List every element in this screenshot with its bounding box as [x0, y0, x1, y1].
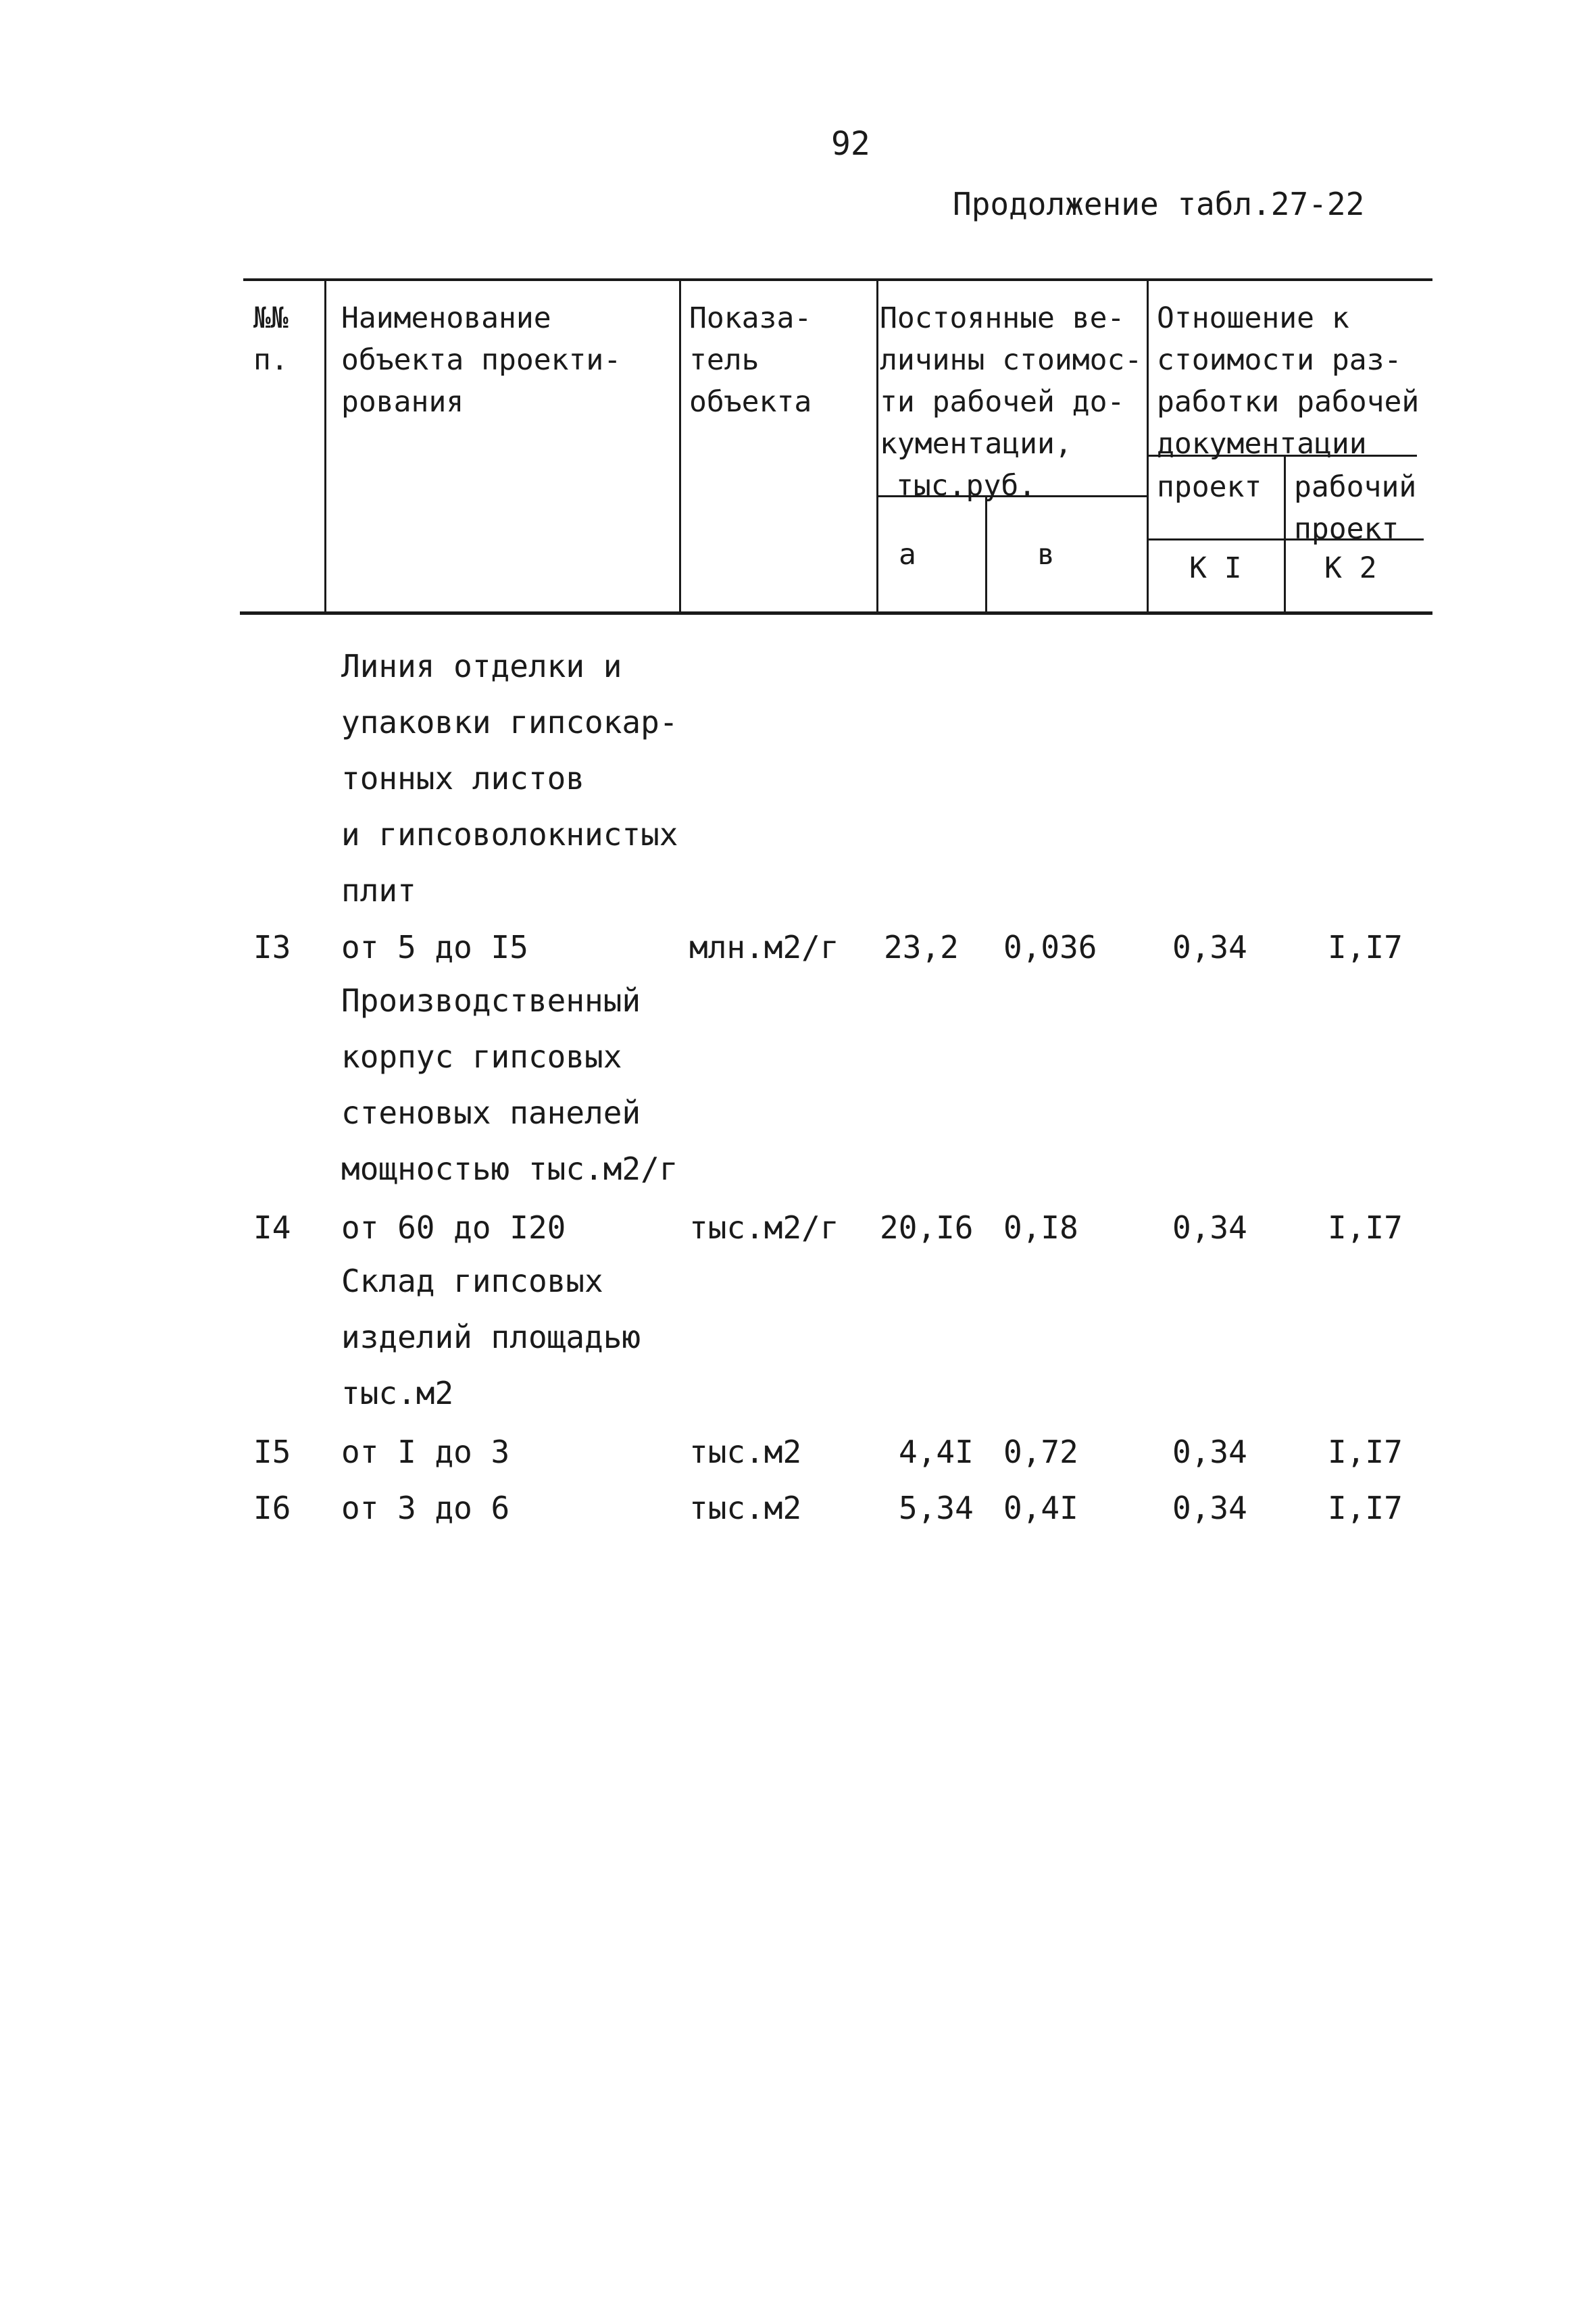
header-vline-6 — [1284, 456, 1286, 613]
row-value-b: 0,036 — [1003, 929, 1097, 965]
row-name: от 5 до I5 — [341, 929, 528, 965]
row-k1: 0,34 — [1172, 1434, 1247, 1470]
table-continuation-title: Продолжение табл.27-22 — [953, 186, 1365, 222]
row-indicator: тыс.м2/г — [689, 1209, 839, 1246]
header-project: проект — [1157, 470, 1262, 504]
row-k1: 0,34 — [1172, 1209, 1247, 1246]
row-value-b: 0,I8 — [1003, 1209, 1078, 1246]
section-title-2: Производственный корпус гипсовых стеновых панелей мощностью тыс.м2/г — [341, 982, 678, 1187]
section-title-3: Склад гипсовых изделий площадью тыс.м2 — [341, 1263, 641, 1411]
row-value-a: 20,I6 — [880, 1209, 974, 1246]
header-k1: К I — [1189, 551, 1242, 585]
header-vline-1 — [324, 280, 326, 613]
row-k2: I,I7 — [1328, 929, 1403, 965]
row-name: от I до 3 — [341, 1434, 510, 1470]
row-indicator: тыс.м2 — [689, 1490, 802, 1526]
header-bottom-rule — [240, 611, 1432, 615]
header-indicator: Показа- тель объекта — [689, 301, 812, 419]
row-value-a: 4,4I — [899, 1434, 974, 1470]
row-num: I6 — [253, 1490, 291, 1526]
header-num: №№ п. — [253, 301, 289, 377]
header-col-b: в — [1037, 538, 1055, 572]
row-k2: I,I7 — [1328, 1209, 1403, 1246]
row-k1: 0,34 — [1172, 929, 1247, 965]
header-k2: К 2 — [1324, 551, 1377, 585]
row-k1: 0,34 — [1172, 1490, 1247, 1526]
header-col-a: а — [899, 538, 916, 572]
header-vline-2 — [679, 280, 681, 613]
section-title-1: Линия отделки и упаковки гипсокар- тонных листов и гипсоволокнистых плит — [341, 648, 678, 909]
header-vline-4 — [985, 497, 987, 613]
row-num: I4 — [253, 1209, 291, 1246]
header-ratio: Отношение к стоимости раз- работки рабочей документации — [1157, 301, 1420, 461]
row-value-a: 23,2 — [884, 929, 959, 965]
row-indicator: тыс.м2 — [689, 1434, 802, 1470]
row-k2: I,I7 — [1328, 1490, 1403, 1526]
header-top-rule — [243, 278, 1432, 281]
header-vline-5 — [1147, 280, 1149, 613]
header-vline-3 — [876, 280, 878, 613]
row-value-b: 0,4I — [1003, 1490, 1078, 1526]
header-constants: Постоянные ве- личины стоимос- ти рабочей до- кументации, тыс.руб. — [880, 301, 1143, 503]
row-indicator: млн.м2/г — [689, 929, 839, 965]
header-working-project: рабочий проект — [1294, 470, 1417, 546]
header-name: Наименование объекта проекти- рования — [341, 301, 622, 419]
row-name: от 3 до 6 — [341, 1490, 510, 1526]
row-value-a: 5,34 — [899, 1490, 974, 1526]
page-number: 92 — [831, 125, 870, 163]
row-num: I3 — [253, 929, 291, 965]
row-value-b: 0,72 — [1003, 1434, 1078, 1470]
row-k2: I,I7 — [1328, 1434, 1403, 1470]
row-name: от 60 до I20 — [341, 1209, 566, 1246]
row-num: I5 — [253, 1434, 291, 1470]
